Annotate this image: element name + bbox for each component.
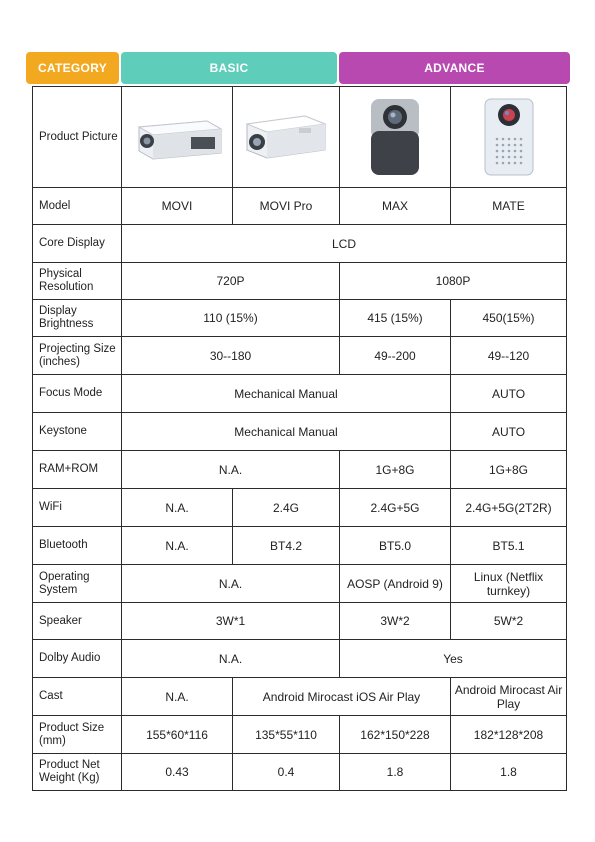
advance-header: ADVANCE	[339, 52, 570, 84]
label-dolby-audio: Dolby Audio	[33, 640, 122, 678]
wifi-mate: 2.4G+5G(2T2R)	[451, 489, 567, 527]
weight-mate: 1.8	[451, 754, 567, 791]
row-product-picture	[33, 87, 567, 188]
row-projecting-size	[33, 337, 567, 375]
image-cell-movi	[122, 87, 233, 188]
speaker-max: 3W*2	[340, 603, 451, 640]
os-basic: N.A.	[122, 565, 340, 603]
model-movi: MOVI	[122, 188, 233, 225]
keystone-mate: AUTO	[451, 413, 567, 451]
resolution-advance: 1080P	[340, 263, 567, 300]
label-product-picture: Product Picture	[33, 87, 122, 188]
movi-projector-image	[131, 113, 223, 161]
os-mate: Linux (Netflix turnkey)	[451, 565, 567, 603]
model-mate: MATE	[451, 188, 567, 225]
label-cast: Cast	[33, 678, 122, 716]
label-core-display: Core Display	[33, 225, 122, 263]
size-mate: 182*128*208	[451, 716, 567, 754]
row-ram-rom	[33, 451, 567, 489]
image-cell-movi-pro	[233, 87, 340, 188]
label-wifi: WiFi	[33, 489, 122, 527]
label-keystone: Keystone	[33, 413, 122, 451]
max-projector-image	[367, 95, 423, 179]
cast-movi: N.A.	[122, 678, 233, 716]
row-physical-resolution	[33, 263, 567, 300]
row-speaker	[33, 603, 567, 640]
label-bluetooth: Bluetooth	[33, 527, 122, 565]
row-display-brightness	[33, 300, 567, 337]
cast-movi-pro-max: Android Mirocast iOS Air Play	[233, 678, 451, 716]
wifi-movi: N.A.	[122, 489, 233, 527]
keystone-manual: Mechanical Manual	[122, 413, 451, 451]
os-max: AOSP (Android 9)	[340, 565, 451, 603]
projecting-size-mate: 49--120	[451, 337, 567, 375]
core-display-value: LCD	[122, 225, 567, 263]
weight-max: 1.8	[340, 754, 451, 791]
label-projecting-size: Projecting Size (inches)	[33, 337, 122, 375]
row-product-size	[33, 716, 567, 754]
wifi-movi-pro: 2.4G	[233, 489, 340, 527]
row-bluetooth	[33, 527, 567, 565]
speaker-mate: 5W*2	[451, 603, 567, 640]
bluetooth-mate: BT5.1	[451, 527, 567, 565]
dolby-basic: N.A.	[122, 640, 340, 678]
spec-table	[32, 86, 567, 791]
focus-mode-mate: AUTO	[451, 375, 567, 413]
projecting-size-max: 49--200	[340, 337, 451, 375]
label-net-weight: Product Net Weight (Kg)	[33, 754, 122, 791]
brightness-max: 415 (15%)	[340, 300, 451, 337]
label-operating-system: Operating System	[33, 565, 122, 603]
row-core-display	[33, 225, 567, 263]
image-cell-mate	[451, 87, 567, 188]
label-display-brightness: Display Brightness	[33, 300, 122, 337]
bluetooth-movi-pro: BT4.2	[233, 527, 340, 565]
model-max: MAX	[340, 188, 451, 225]
category-header: CATEGORY	[26, 52, 119, 84]
focus-mode-manual: Mechanical Manual	[122, 375, 451, 413]
size-movi-pro: 135*55*110	[233, 716, 340, 754]
basic-header: BASIC	[121, 52, 337, 84]
bluetooth-movi: N.A.	[122, 527, 233, 565]
row-focus-mode	[33, 375, 567, 413]
row-model	[33, 188, 567, 225]
label-speaker: Speaker	[33, 603, 122, 640]
row-wifi	[33, 489, 567, 527]
image-cell-max	[340, 87, 451, 188]
size-movi: 155*60*116	[122, 716, 233, 754]
weight-movi-pro: 0.4	[233, 754, 340, 791]
brightness-basic: 110 (15%)	[122, 300, 340, 337]
projecting-size-basic: 30--180	[122, 337, 340, 375]
model-movi-pro: MOVI Pro	[233, 188, 340, 225]
speaker-basic: 3W*1	[122, 603, 340, 640]
label-product-size: Product Size (mm)	[33, 716, 122, 754]
row-keystone	[33, 413, 567, 451]
cast-mate: Android Mirocast Air Play	[451, 678, 567, 716]
label-ram-rom: RAM+ROM	[33, 451, 122, 489]
resolution-basic: 720P	[122, 263, 340, 300]
row-net-weight	[33, 754, 567, 791]
ram-rom-max: 1G+8G	[340, 451, 451, 489]
ram-rom-basic: N.A.	[122, 451, 340, 489]
weight-movi: 0.43	[122, 754, 233, 791]
row-cast	[33, 678, 567, 716]
label-model: Model	[33, 188, 122, 225]
ram-rom-mate: 1G+8G	[451, 451, 567, 489]
mate-projector-image	[481, 95, 537, 179]
movi-pro-projector-image	[243, 112, 329, 162]
label-physical-resolution: Physical Resolution	[33, 263, 122, 300]
wifi-max: 2.4G+5G	[340, 489, 451, 527]
row-dolby-audio	[33, 640, 567, 678]
brightness-mate: 450(15%)	[451, 300, 567, 337]
size-max: 162*150*228	[340, 716, 451, 754]
bluetooth-max: BT5.0	[340, 527, 451, 565]
row-operating-system	[33, 565, 567, 603]
dolby-advance: Yes	[340, 640, 567, 678]
label-focus-mode: Focus Mode	[33, 375, 122, 413]
